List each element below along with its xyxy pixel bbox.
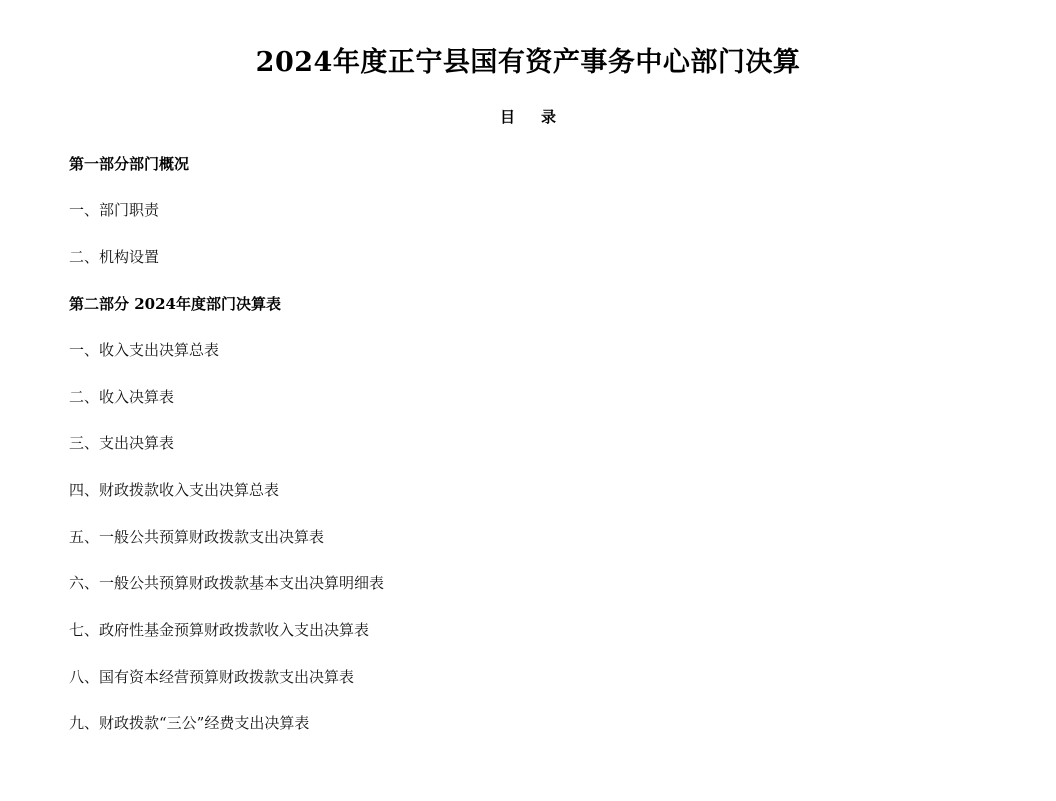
- toc-item-fiscal-summary: 四、财政拨款收入支出决算总表: [69, 481, 280, 499]
- toc-item-state-capital-budget: 八、国有资本经营预算财政拨款支出决算表: [69, 668, 355, 686]
- toc-heading-right: 录: [541, 108, 557, 126]
- toc-item-dept-duties: 一、部门职责: [69, 201, 160, 219]
- toc-item-general-budget-expense: 五、一般公共预算财政拨款支出决算表: [69, 528, 325, 546]
- toc-item-org-setup: 二、机构设置: [69, 248, 160, 266]
- toc-item-expense-table: 三、支出决算表: [69, 434, 175, 452]
- toc-heading: [0, 107, 1056, 127]
- toc-item-income-table: 二、收入决算表: [69, 388, 175, 406]
- toc-heading-left: 目: [499, 108, 515, 126]
- document-title: 2024年度正宁县国有资产事务中心部门决算: [255, 47, 801, 78]
- toc-item-gov-fund-budget: 七、政府性基金预算财政拨款收入支出决算表: [69, 621, 370, 639]
- toc-part2-title: 第二部分 2024年度部门决算表: [69, 295, 281, 313]
- toc-item-general-budget-basic-detail: 六、一般公共预算财政拨款基本支出决算明细表: [69, 574, 385, 592]
- toc-item-three-public-expenses: 九、财政拨款“三公”经费支出决算表: [69, 714, 310, 732]
- toc-part1-title: 第一部分部门概况: [69, 155, 190, 173]
- toc-item-income-expense-summary: 一、收入支出决算总表: [69, 341, 220, 359]
